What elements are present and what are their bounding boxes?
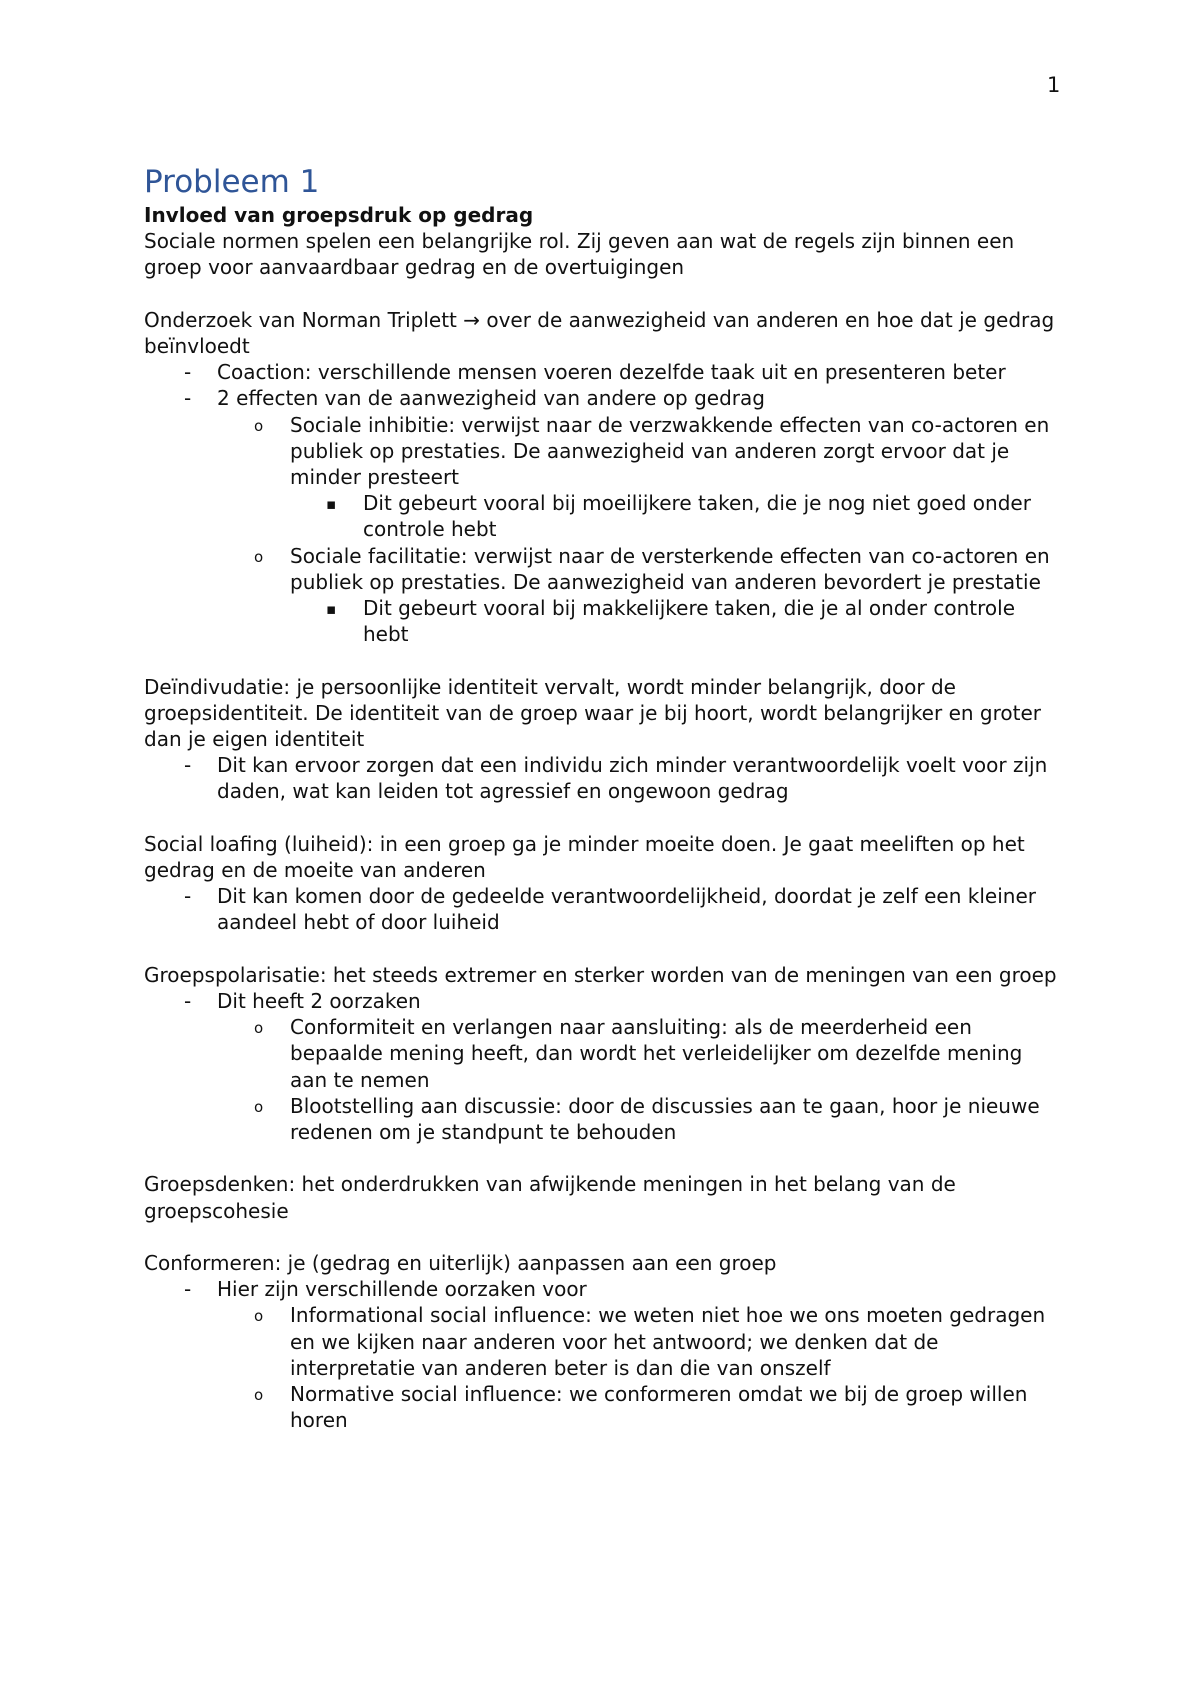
list-item: - 2 effecten van de aanwezigheid van andere op gedrag: [184, 386, 765, 411]
dash-bullet: -: [184, 989, 192, 1014]
list-item: ▪ Dit gebeurt vooral bij makkelijkere taken, die je al onder controle hebt: [326, 596, 1015, 647]
groupthink-paragraph: Groepsdenken: het onderdrukken van afwijkende meningen in het belang van de groepscohesie: [144, 1172, 956, 1223]
dash-bullet: -: [184, 360, 192, 385]
page-number: 1: [1047, 73, 1061, 97]
dash-bullet: -: [184, 884, 192, 909]
list-item: o Sociale facilitatie: verwijst naar de versterkende effecten van co-actoren en publiek op prestaties. De aanwezigheid van anderen bevordert je prestatie: [254, 543, 1050, 594]
deindividuation-list: [144, 752, 1064, 804]
triplett-list: [144, 359, 1064, 647]
list-item: o Normative social influence: we conformeren omdat we bij de groep willen horen: [254, 1382, 1028, 1433]
dash-bullet: -: [184, 753, 192, 778]
circle-bullet: o: [254, 416, 264, 435]
document-title: Probleem 1: [144, 164, 320, 200]
dash-bullet: -: [184, 1277, 192, 1302]
circle-bullet: o: [254, 1307, 264, 1326]
polarization-list: [144, 988, 1064, 1145]
circle-bullet: o: [254, 547, 264, 566]
list-item: - Coaction: verschillende mensen voeren dezelfde taak uit en presenteren beter: [184, 360, 1006, 385]
list-item: - Dit heeft 2 oorzaken: [184, 989, 421, 1014]
section-heading: Invloed van groepsdruk op gedrag: [144, 203, 534, 227]
list-item: - Dit kan komen door de gedeelde verantwoordelijkheid, doordat je zelf een kleiner aandeel hebt of door luiheid: [184, 884, 1036, 935]
document-body: [144, 162, 1064, 1433]
list-item: o Sociale inhibitie: verwijst naar de verzwakkende effecten van co-actoren en publiek op prestaties. De aanwezigheid van anderen zorgt ervoor dat je minder presteert: [254, 412, 1050, 490]
intro-paragraph: Sociale normen spelen een belangrijke rol. Zij geven aan wat de regels zijn binnen een groep voor aanvaardbaar gedrag en de overtuigingen: [144, 229, 1015, 280]
polarization-paragraph: Groepspolarisatie: het steeds extremer en sterker worden van de meningen van een groep: [144, 962, 1057, 987]
list-item: - Dit kan ervoor zorgen dat een individu zich minder verantwoordelijk voelt voor zijn daden, wat kan leiden tot agressief en ongewoon gedrag: [184, 753, 1048, 804]
triplett-paragraph: Onderzoek van Norman Triplett → over de aanwezigheid van anderen en hoe dat je gedrag beïnvloedt: [144, 307, 1055, 358]
square-bullet: ▪: [326, 495, 337, 514]
list-item: ▪ Dit gebeurt vooral bij moeilijkere taken, die je nog niet goed onder controle hebt: [326, 491, 1031, 542]
square-bullet: ▪: [326, 600, 337, 619]
list-item: o Informational social influence: we weten niet hoe we ons moeten gedragen en we kijken naar anderen voor het antwoord; we denken dat de interpretatie van anderen beter is dan die van onszelf: [254, 1303, 1046, 1380]
loafing-paragraph: Social loafing (luiheid): in een groep ga je minder moeite doen. Je gaat meeliften op het gedrag en de moeite van anderen: [144, 831, 1025, 883]
circle-bullet: o: [254, 1097, 264, 1116]
list-item: - Hier zijn verschillende oorzaken voor: [184, 1277, 587, 1302]
dash-bullet: -: [184, 386, 192, 411]
deindividuation-paragraph: Deïndivudatie: je persoonlijke identiteit vervalt, wordt minder belangrijk, door de groepsidentiteit. De identiteit van de groep waar je bij hoort, wordt belangrijker en groter dan je eigen identiteit: [144, 674, 1041, 752]
loafing-list: [144, 883, 1064, 935]
list-item: o Blootstelling aan discussie: door de discussies aan te gaan, hoor je nieuwe redenen om je standpunt te behouden: [254, 1093, 1040, 1145]
conforming-paragraph: Conformeren: je (gedrag en uiterlijk) aanpassen aan een groep: [144, 1251, 777, 1276]
circle-bullet: o: [254, 1019, 264, 1038]
list-item: o Conformiteit en verlangen naar aansluiting: als de meerderheid een bepaalde mening heeft, dan wordt het verleidelijker om dezelfde mening aan te nemen: [254, 1015, 1023, 1092]
conforming-list: [144, 1276, 1064, 1433]
circle-bullet: o: [254, 1386, 264, 1405]
